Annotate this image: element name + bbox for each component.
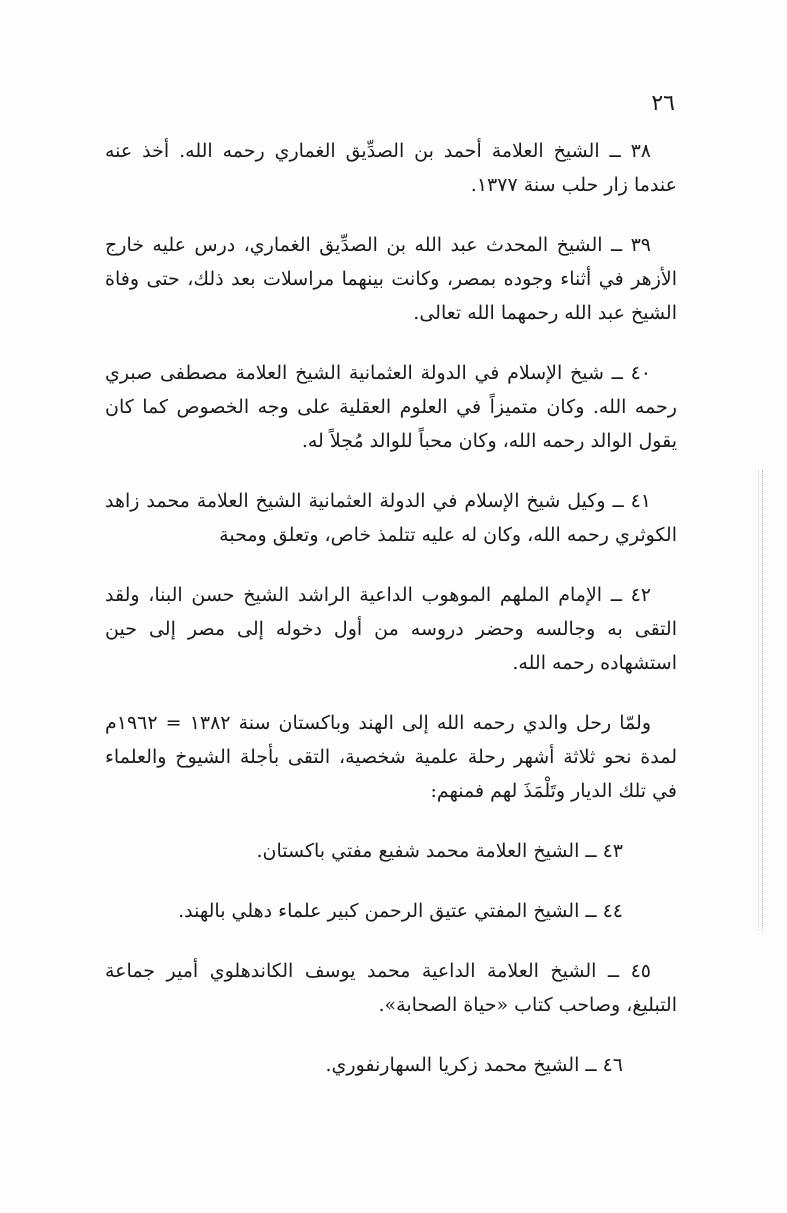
entry-46: ٤٦ ــ الشيخ محمد زكريا السهارنفوري.	[325, 1054, 623, 1076]
entry-39: ٣٩ ــ الشيخ المحدث عبد الله بن الصدِّيق الغماري، درس عليه خارج الأزهر في أثناء وجوده بمصر، وكانت بينهما مراسلات بعد ذلك، حتى وفاة الشيخ عبد الله رحمهما الله تعالى.	[105, 234, 677, 324]
entry-44: ٤٤ ــ الشيخ المفتي عتيق الرحمن كبير علماء دهلي بالهند.	[178, 900, 623, 922]
entry-41: ٤١ ــ وكيل شيخ الإسلام في الدولة العثمانية الشيخ العلامة محمد زاهد الكوثري رحمه الله، وكان له عليه تتلمذ خاص، وتعلق ومحبة	[105, 490, 677, 546]
page-body	[105, 134, 677, 1108]
entry-38: ٣٨ ــ الشيخ العلامة أحمد بن الصدِّيق الغماري رحمه الله. أخذ عنه عندما زار حلب سنة ١٣٧٧.	[105, 140, 677, 196]
entry-45: ٤٥ ــ الشيخ العلامة الداعية محمد يوسف الكاندهلوي أمير جماعة التبليغ، وصاحب كتاب «حياة الصحابة».	[105, 960, 677, 1016]
page-binding-edge	[761, 470, 763, 930]
entry-42: ٤٢ ــ الإمام الملهم الموهوب الداعية الراشد الشيخ حسن البنا، ولقد التقى به وجالسه وحضر دروسه من أول دخوله إلى مصر إلى حين استشهاده رحمه الله.	[105, 584, 677, 674]
travel-paragraph: ولمّا رحل والدي رحمه الله إلى الهند وباكستان سنة ١٣٨٢ = ١٩٦٢م لمدة نحو ثلاثة أشهر رحلة علمية شخصية، التقى بأجلة الشيوخ والعلماء في تلك الديار وتَلْمَذَ لهم فمنهم:	[105, 712, 677, 802]
page-binding-edge-shadow	[757, 470, 759, 930]
entry-40: ٤٠ ــ شيخ الإسلام في الدولة العثمانية الشيخ العلامة مصطفى صبري رحمه الله. وكان متميزاً في العلوم العقلية على وجه الخصوص كما كان يقول الوالد رحمه الله، وكان محباً للوالد مُجلاً له.	[105, 362, 677, 452]
entry-43: ٤٣ ــ الشيخ العلامة محمد شفيع مفتي باكستان.	[256, 840, 623, 862]
page-number: ٢٦	[651, 91, 675, 116]
